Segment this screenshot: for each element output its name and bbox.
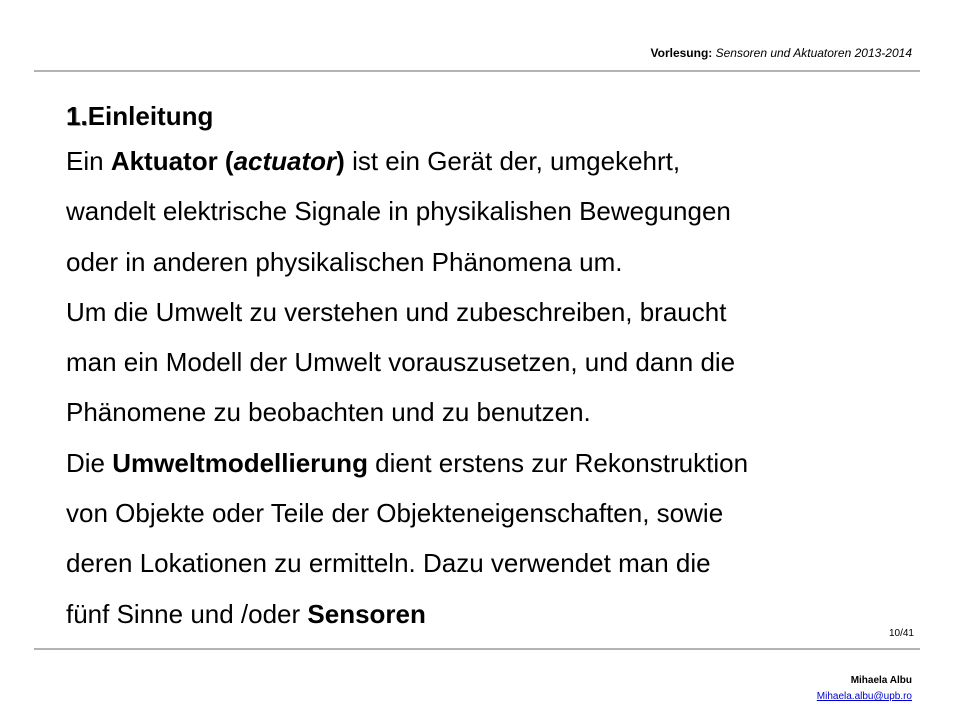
header-course: Sensoren und Aktuatoren 2013-2014 xyxy=(715,46,912,60)
footer-divider xyxy=(34,648,920,650)
author-email-link[interactable]: Mihaela.albu@upb.ro xyxy=(816,691,912,702)
text-line-3: oder in anderen physikalischen Phänomena um. xyxy=(66,246,623,277)
text-line-5: man ein Modell der Umwelt vorauszusetzen, und dann die xyxy=(66,347,736,378)
term-actuator: actuator xyxy=(233,146,337,176)
text-line-2: wandelt elektrische Signale in physikalishen Bewegungen xyxy=(66,196,731,227)
section-title-text: Einleitung xyxy=(87,101,214,131)
text-span: Ein xyxy=(66,146,111,176)
section-title xyxy=(66,96,916,136)
header-label: Vorlesung: xyxy=(650,46,713,60)
slide-content xyxy=(66,96,916,639)
text-line-10 xyxy=(66,589,916,639)
text-line-4: Um die Umwelt zu verstehen und zubeschreiben, braucht xyxy=(66,296,727,327)
slide-header xyxy=(651,46,913,60)
term-aktuator: Aktuator ( xyxy=(110,146,234,176)
text-span: fünf Sinne und /oder xyxy=(66,598,308,629)
text-line-9: deren Lokationen zu ermitteln. Dazu verwendet man die xyxy=(66,548,711,579)
header-divider xyxy=(34,70,920,72)
text-span: Die xyxy=(66,447,113,478)
text-span: ist ein Gerät der, umgekehrt, xyxy=(344,146,681,176)
term-umweltmodellierung: Umweltmodellierung xyxy=(112,447,368,478)
text-line-1 xyxy=(66,136,916,186)
text-span: dient erstens zur Rekonstruktion xyxy=(367,447,749,478)
text-line-6: Phänomene zu beobachten und zu benutzen. xyxy=(66,397,591,428)
text-line-8: von Objekte oder Teile der Objekteneigenschaften, sowie xyxy=(66,498,724,529)
text-span: ) xyxy=(336,146,345,176)
author-name: Mihaela Albu xyxy=(850,675,912,686)
text-line-7 xyxy=(66,438,916,488)
page-number: 10/41 xyxy=(888,628,914,639)
term-sensoren: Sensoren xyxy=(307,598,426,629)
section-number: 1. xyxy=(66,101,88,131)
